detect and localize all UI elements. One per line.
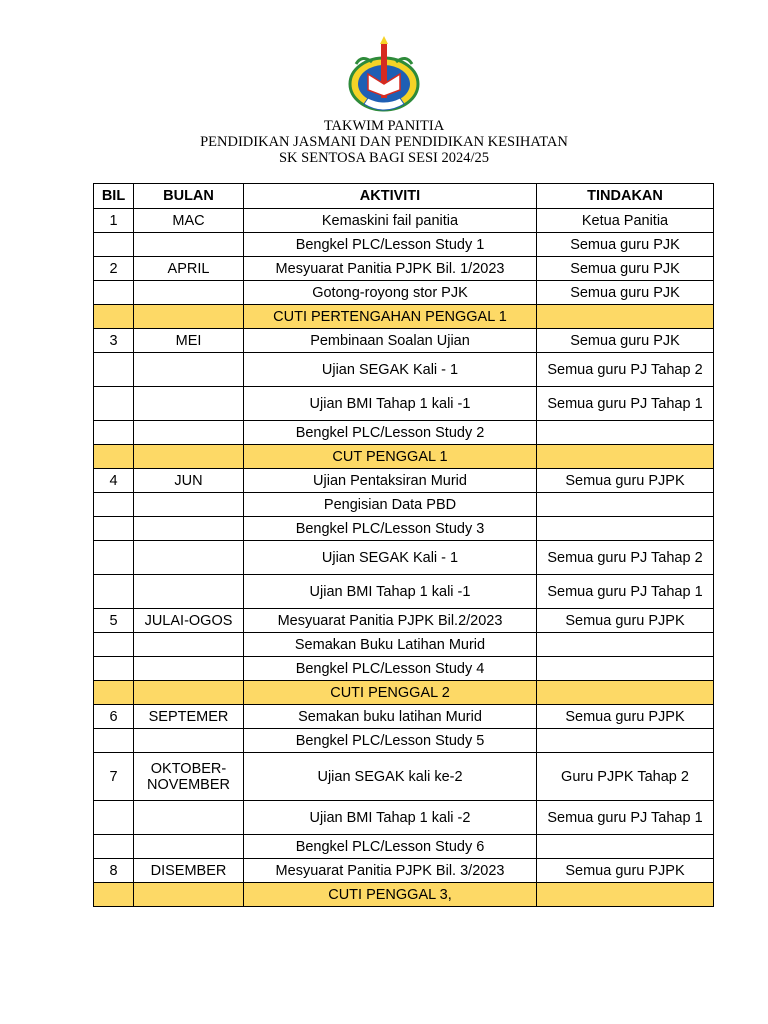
cell-bulan xyxy=(134,575,244,609)
document-title: TAKWIM PANITIA xyxy=(323,118,445,134)
cell-bulan xyxy=(134,681,244,705)
cell-bulan xyxy=(134,353,244,387)
holiday-row xyxy=(94,681,714,705)
cell-tindakan: Semua guru PJPK xyxy=(537,859,714,883)
cell-bil xyxy=(94,729,134,753)
cell-tindakan xyxy=(537,657,714,681)
cell-bil: 4 xyxy=(94,469,134,493)
cell-tindakan xyxy=(537,681,714,705)
column-header-bil: BIL xyxy=(94,184,134,209)
table-row xyxy=(94,633,714,657)
cell-tindakan: Semua guru PJPK xyxy=(537,705,714,729)
cell-bulan xyxy=(134,729,244,753)
table-row xyxy=(94,541,714,575)
cell-bil xyxy=(94,681,134,705)
table-row xyxy=(94,353,714,387)
cell-bulan: SEPTEMER xyxy=(134,705,244,729)
table-row xyxy=(94,281,714,305)
cell-bulan xyxy=(134,801,244,835)
cell-tindakan: Semua guru PJPK xyxy=(537,469,714,493)
cell-tindakan: Guru PJPK Tahap 2 xyxy=(537,753,714,801)
table-row xyxy=(94,493,714,517)
cell-aktiviti: Mesyuarat Panitia PJPK Bil.2/2023 xyxy=(244,609,537,633)
cell-aktiviti: Bengkel PLC/Lesson Study 4 xyxy=(244,657,537,681)
cell-tindakan xyxy=(537,835,714,859)
cell-aktiviti: Ujian BMI Tahap 1 kali -2 xyxy=(244,801,537,835)
cell-bulan xyxy=(134,883,244,907)
cell-bulan: DISEMBER xyxy=(134,859,244,883)
cell-tindakan: Semua guru PJ Tahap 2 xyxy=(537,353,714,387)
cell-tindakan xyxy=(537,517,714,541)
cell-tindakan xyxy=(537,633,714,657)
cell-aktiviti: Gotong-royong stor PJK xyxy=(244,281,537,305)
cell-tindakan: Ketua Panitia xyxy=(537,209,714,233)
school-crest-icon xyxy=(342,34,426,118)
cell-bil xyxy=(94,305,134,329)
cell-aktiviti: Ujian SEGAK Kali - 1 xyxy=(244,541,537,575)
cell-aktiviti: Ujian BMI Tahap 1 kali -1 xyxy=(244,575,537,609)
table-row xyxy=(94,859,714,883)
table-row xyxy=(94,753,714,801)
table-row xyxy=(94,517,714,541)
cell-aktiviti: Pengisian Data PBD xyxy=(244,493,537,517)
cell-bil xyxy=(94,445,134,469)
table-row xyxy=(94,469,714,493)
cell-bil xyxy=(94,657,134,681)
cell-bulan xyxy=(134,493,244,517)
table-row xyxy=(94,609,714,633)
table-row xyxy=(94,575,714,609)
cell-bulan: MEI xyxy=(134,329,244,353)
cell-bulan xyxy=(134,541,244,575)
table-row xyxy=(94,387,714,421)
table-row xyxy=(94,705,714,729)
cell-aktiviti: Pembinaan Soalan Ujian xyxy=(244,329,537,353)
cell-aktiviti: Bengkel PLC/Lesson Study 5 xyxy=(244,729,537,753)
document-subtitle: PENDIDIKAN JASMANI DAN PENDIDIKAN KESIHATAN xyxy=(200,134,568,150)
column-header-aktiviti: AKTIVITI xyxy=(244,184,537,209)
cell-tindakan: Semua guru PJ Tahap 1 xyxy=(537,387,714,421)
cell-tindakan: Semua guru PJK xyxy=(537,329,714,353)
cell-aktiviti: Bengkel PLC/Lesson Study 6 xyxy=(244,835,537,859)
cell-bulan xyxy=(134,835,244,859)
cell-tindakan xyxy=(537,445,714,469)
school-session: SK SENTOSA BAGI SESI 2024/25 xyxy=(278,150,490,166)
cell-tindakan xyxy=(537,305,714,329)
cell-bil xyxy=(94,883,134,907)
cell-bil: 1 xyxy=(94,209,134,233)
cell-bil: 3 xyxy=(94,329,134,353)
table-row xyxy=(94,421,714,445)
cell-tindakan: Semua guru PJK xyxy=(537,257,714,281)
cell-bulan: JULAI-OGOS xyxy=(134,609,244,633)
cell-bulan xyxy=(134,421,244,445)
holiday-row xyxy=(94,883,714,907)
cell-bulan xyxy=(134,281,244,305)
cell-aktiviti: CUT PENGGAL 1 xyxy=(244,445,537,469)
cell-bulan: JUN xyxy=(134,469,244,493)
cell-bil xyxy=(94,517,134,541)
cell-bil xyxy=(94,801,134,835)
table-row xyxy=(94,729,714,753)
cell-bulan xyxy=(134,633,244,657)
cell-bulan xyxy=(134,445,244,469)
holiday-row xyxy=(94,445,714,469)
table-row xyxy=(94,209,714,233)
cell-aktiviti: Mesyuarat Panitia PJPK Bil. 1/2023 xyxy=(244,257,537,281)
cell-aktiviti: Bengkel PLC/Lesson Study 1 xyxy=(244,233,537,257)
document-heading xyxy=(0,118,768,166)
cell-aktiviti: Bengkel PLC/Lesson Study 2 xyxy=(244,421,537,445)
cell-aktiviti: Semakan Buku Latihan Murid xyxy=(244,633,537,657)
cell-aktiviti: Bengkel PLC/Lesson Study 3 xyxy=(244,517,537,541)
cell-aktiviti: Ujian SEGAK kali ke-2 xyxy=(244,753,537,801)
cell-bil xyxy=(94,233,134,257)
cell-bil xyxy=(94,575,134,609)
table-header-row xyxy=(94,184,714,209)
table-row xyxy=(94,657,714,681)
cell-tindakan xyxy=(537,883,714,907)
table-row xyxy=(94,257,714,281)
column-header-bulan: BULAN xyxy=(134,184,244,209)
cell-bulan xyxy=(134,657,244,681)
cell-bulan xyxy=(134,387,244,421)
cell-bulan: OKTOBER-NOVEMBER xyxy=(134,753,244,801)
cell-bulan xyxy=(134,233,244,257)
cell-tindakan: Semua guru PJ Tahap 1 xyxy=(537,801,714,835)
cell-tindakan: Semua guru PJ Tahap 2 xyxy=(537,541,714,575)
cell-tindakan xyxy=(537,493,714,517)
table-row xyxy=(94,801,714,835)
cell-bil xyxy=(94,387,134,421)
cell-aktiviti: Ujian Pentaksiran Murid xyxy=(244,469,537,493)
cell-tindakan: Semua guru PJK xyxy=(537,281,714,305)
cell-bil xyxy=(94,835,134,859)
cell-bil: 5 xyxy=(94,609,134,633)
holiday-row xyxy=(94,305,714,329)
cell-bil: 7 xyxy=(94,753,134,801)
cell-aktiviti: CUTI PERTENGAHAN PENGGAL 1 xyxy=(244,305,537,329)
cell-aktiviti: Ujian BMI Tahap 1 kali -1 xyxy=(244,387,537,421)
table-row xyxy=(94,233,714,257)
cell-bulan: APRIL xyxy=(134,257,244,281)
table-row xyxy=(94,329,714,353)
cell-bil xyxy=(94,633,134,657)
cell-aktiviti: Semakan buku latihan Murid xyxy=(244,705,537,729)
cell-tindakan xyxy=(537,729,714,753)
cell-tindakan: Semua guru PJK xyxy=(537,233,714,257)
cell-bulan xyxy=(134,517,244,541)
cell-aktiviti: CUTI PENGGAL 3, xyxy=(244,883,537,907)
cell-bil: 2 xyxy=(94,257,134,281)
cell-bil xyxy=(94,281,134,305)
takwim-table xyxy=(93,183,714,907)
cell-tindakan xyxy=(537,421,714,445)
cell-aktiviti: CUTI PENGGAL 2 xyxy=(244,681,537,705)
cell-aktiviti: Kemaskini fail panitia xyxy=(244,209,537,233)
cell-aktiviti: Ujian SEGAK Kali - 1 xyxy=(244,353,537,387)
cell-bil xyxy=(94,353,134,387)
cell-bulan xyxy=(134,305,244,329)
cell-tindakan: Semua guru PJPK xyxy=(537,609,714,633)
cell-bulan: MAC xyxy=(134,209,244,233)
cell-bil xyxy=(94,421,134,445)
cell-aktiviti: Mesyuarat Panitia PJPK Bil. 3/2023 xyxy=(244,859,537,883)
table-row xyxy=(94,835,714,859)
cell-bil xyxy=(94,541,134,575)
cell-tindakan: Semua guru PJ Tahap 1 xyxy=(537,575,714,609)
cell-bil: 6 xyxy=(94,705,134,729)
cell-bil: 8 xyxy=(94,859,134,883)
cell-bil xyxy=(94,493,134,517)
column-header-tindakan: TINDAKAN xyxy=(537,184,714,209)
